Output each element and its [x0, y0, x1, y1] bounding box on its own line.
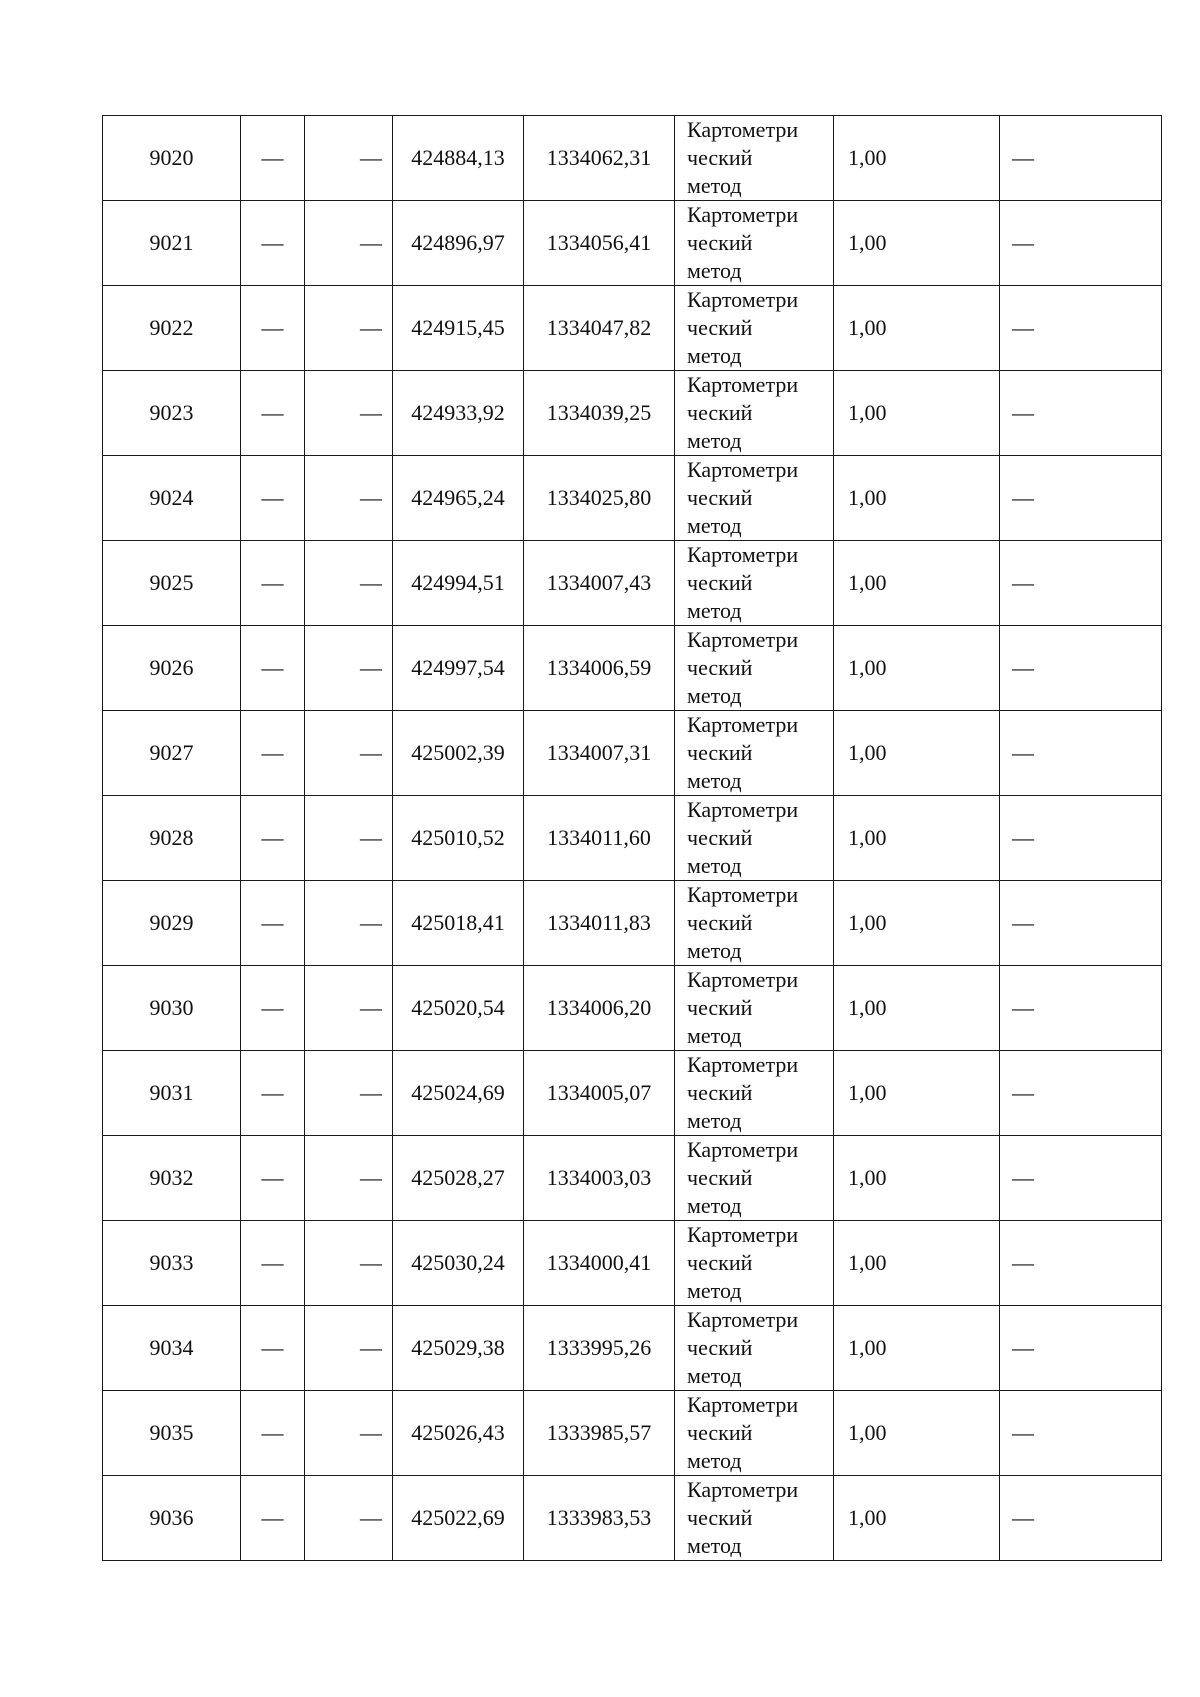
table-row	[103, 1051, 1162, 1136]
method-text-line: ческий	[687, 1335, 753, 1360]
table-row	[103, 371, 1162, 456]
dash-cell: —	[1000, 1306, 1162, 1391]
x-coordinate-cell: 424884,13	[393, 116, 524, 201]
dash-cell: —	[1000, 286, 1162, 371]
point-number-cell: 9025	[103, 541, 241, 626]
dash-cell: —	[305, 1136, 393, 1221]
point-number-cell: 9026	[103, 626, 241, 711]
method-text-line: Картометри	[687, 287, 799, 312]
dash-cell: —	[1000, 371, 1162, 456]
point-number-cell: 9023	[103, 371, 241, 456]
y-coordinate-cell: 1334047,82	[524, 286, 675, 371]
y-coordinate-cell: 1334039,25	[524, 371, 675, 456]
table-row	[103, 966, 1162, 1051]
y-coordinate-cell: 1334007,31	[524, 711, 675, 796]
method-text-line: метод	[687, 938, 742, 963]
point-number-cell: 9027	[103, 711, 241, 796]
x-coordinate-cell: 425026,43	[393, 1391, 524, 1476]
method-cell	[675, 1221, 834, 1306]
dash-cell: —	[241, 796, 305, 881]
x-coordinate-cell: 424994,51	[393, 541, 524, 626]
method-cell	[675, 966, 834, 1051]
table-row	[103, 541, 1162, 626]
method-text-line: метод	[687, 1363, 742, 1388]
method-text-line: ческий	[687, 910, 753, 935]
accuracy-cell: 1,00	[834, 626, 1000, 711]
method-text-line: ческий	[687, 995, 753, 1020]
table-row	[103, 1391, 1162, 1476]
dash-cell: —	[241, 456, 305, 541]
table-row	[103, 286, 1162, 371]
dash-cell: —	[1000, 116, 1162, 201]
method-text-line: ческий	[687, 1250, 753, 1275]
y-coordinate-cell: 1334006,59	[524, 626, 675, 711]
dash-cell: —	[241, 1051, 305, 1136]
method-text-line: Картометри	[687, 1307, 799, 1332]
method-text-line: Картометри	[687, 882, 799, 907]
dash-cell: —	[1000, 1221, 1162, 1306]
dash-cell: —	[305, 116, 393, 201]
dash-cell: —	[305, 966, 393, 1051]
dash-cell: —	[1000, 1476, 1162, 1561]
method-cell	[675, 881, 834, 966]
dash-cell: —	[1000, 201, 1162, 286]
point-number-cell: 9020	[103, 116, 241, 201]
dash-cell: —	[241, 711, 305, 796]
x-coordinate-cell: 424915,45	[393, 286, 524, 371]
method-text-line: ческий	[687, 655, 753, 680]
y-coordinate-cell: 1334006,20	[524, 966, 675, 1051]
table-row	[103, 1136, 1162, 1221]
dash-cell: —	[1000, 796, 1162, 881]
dash-cell: —	[241, 966, 305, 1051]
y-coordinate-cell: 1334005,07	[524, 1051, 675, 1136]
method-cell	[675, 796, 834, 881]
method-text-line: ческий	[687, 400, 753, 425]
dash-cell: —	[241, 1306, 305, 1391]
dash-cell: —	[241, 1221, 305, 1306]
accuracy-cell: 1,00	[834, 541, 1000, 626]
dash-cell: —	[241, 881, 305, 966]
dash-cell: —	[305, 711, 393, 796]
x-coordinate-cell: 425010,52	[393, 796, 524, 881]
x-coordinate-cell: 425028,27	[393, 1136, 524, 1221]
accuracy-cell: 1,00	[834, 711, 1000, 796]
x-coordinate-cell: 424997,54	[393, 626, 524, 711]
dash-cell: —	[241, 1391, 305, 1476]
dash-cell: —	[305, 1476, 393, 1561]
y-coordinate-cell: 1334062,31	[524, 116, 675, 201]
y-coordinate-cell: 1334011,83	[524, 881, 675, 966]
accuracy-cell: 1,00	[834, 1306, 1000, 1391]
dash-cell: —	[1000, 1051, 1162, 1136]
point-number-cell: 9030	[103, 966, 241, 1051]
dash-cell: —	[241, 626, 305, 711]
accuracy-cell: 1,00	[834, 796, 1000, 881]
point-number-cell: 9032	[103, 1136, 241, 1221]
y-coordinate-cell: 1334003,03	[524, 1136, 675, 1221]
method-text-line: Картометри	[687, 1052, 799, 1077]
method-text-line: метод	[687, 1448, 742, 1473]
accuracy-cell: 1,00	[834, 201, 1000, 286]
y-coordinate-cell: 1333983,53	[524, 1476, 675, 1561]
dash-cell: —	[305, 1391, 393, 1476]
dash-cell: —	[305, 201, 393, 286]
method-text-line: ческий	[687, 145, 753, 170]
method-text-line: метод	[687, 513, 742, 538]
table-row	[103, 116, 1162, 201]
accuracy-cell: 1,00	[834, 1136, 1000, 1221]
method-text-line: ческий	[687, 485, 753, 510]
method-text-line: ческий	[687, 740, 753, 765]
method-text-line: ческий	[687, 315, 753, 340]
dash-cell: —	[241, 371, 305, 456]
method-cell	[675, 1476, 834, 1561]
x-coordinate-cell: 425020,54	[393, 966, 524, 1051]
y-coordinate-cell: 1333995,26	[524, 1306, 675, 1391]
method-text-line: метод	[687, 853, 742, 878]
method-text-line: метод	[687, 1023, 742, 1048]
accuracy-cell: 1,00	[834, 456, 1000, 541]
accuracy-cell: 1,00	[834, 881, 1000, 966]
method-text-line: метод	[687, 1193, 742, 1218]
accuracy-cell: 1,00	[834, 966, 1000, 1051]
method-text-line: Картометри	[687, 627, 799, 652]
y-coordinate-cell: 1334056,41	[524, 201, 675, 286]
method-cell	[675, 286, 834, 371]
dash-cell: —	[305, 881, 393, 966]
table-row	[103, 711, 1162, 796]
point-number-cell: 9028	[103, 796, 241, 881]
x-coordinate-cell: 425024,69	[393, 1051, 524, 1136]
y-coordinate-cell: 1334007,43	[524, 541, 675, 626]
point-number-cell: 9021	[103, 201, 241, 286]
x-coordinate-cell: 424896,97	[393, 201, 524, 286]
method-text-line: Картометри	[687, 712, 799, 737]
method-text-line: метод	[687, 173, 742, 198]
dash-cell: —	[305, 796, 393, 881]
method-text-line: метод	[687, 1278, 742, 1303]
method-text-line: ческий	[687, 825, 753, 850]
x-coordinate-cell: 425002,39	[393, 711, 524, 796]
x-coordinate-cell: 425029,38	[393, 1306, 524, 1391]
dash-cell: —	[305, 286, 393, 371]
method-cell	[675, 1391, 834, 1476]
y-coordinate-cell: 1333985,57	[524, 1391, 675, 1476]
method-text-line: ческий	[687, 1505, 753, 1530]
point-number-cell: 9033	[103, 1221, 241, 1306]
dash-cell: —	[1000, 541, 1162, 626]
dash-cell: —	[241, 201, 305, 286]
y-coordinate-cell: 1334011,60	[524, 796, 675, 881]
point-number-cell: 9024	[103, 456, 241, 541]
dash-cell: —	[1000, 711, 1162, 796]
method-cell	[675, 1136, 834, 1221]
dash-cell: —	[1000, 456, 1162, 541]
table-row	[103, 881, 1162, 966]
method-text-line: Картометри	[687, 967, 799, 992]
dash-cell: —	[241, 1476, 305, 1561]
method-text-line: Картометри	[687, 1477, 799, 1502]
dash-cell: —	[305, 541, 393, 626]
accuracy-cell: 1,00	[834, 1221, 1000, 1306]
point-number-cell: 9029	[103, 881, 241, 966]
method-cell	[675, 1306, 834, 1391]
dash-cell: —	[1000, 881, 1162, 966]
method-text-line: Картометри	[687, 797, 799, 822]
dash-cell: —	[305, 371, 393, 456]
x-coordinate-cell: 424933,92	[393, 371, 524, 456]
method-cell	[675, 1051, 834, 1136]
table-row	[103, 1221, 1162, 1306]
coordinates-table	[102, 115, 1162, 1561]
method-cell	[675, 201, 834, 286]
method-text-line: метод	[687, 1533, 742, 1558]
x-coordinate-cell: 425030,24	[393, 1221, 524, 1306]
method-text-line: Картометри	[687, 1137, 799, 1162]
dash-cell: —	[241, 1136, 305, 1221]
method-cell	[675, 371, 834, 456]
table-row	[103, 796, 1162, 881]
dash-cell: —	[241, 116, 305, 201]
x-coordinate-cell: 425018,41	[393, 881, 524, 966]
point-number-cell: 9034	[103, 1306, 241, 1391]
method-text-line: метод	[687, 598, 742, 623]
point-number-cell: 9035	[103, 1391, 241, 1476]
method-text-line: метод	[687, 768, 742, 793]
method-text-line: метод	[687, 1108, 742, 1133]
method-text-line: Картометри	[687, 457, 799, 482]
dash-cell: —	[305, 1306, 393, 1391]
method-text-line: метод	[687, 343, 742, 368]
accuracy-cell: 1,00	[834, 286, 1000, 371]
method-text-line: Картометри	[687, 202, 799, 227]
accuracy-cell: 1,00	[834, 1051, 1000, 1136]
table-row	[103, 201, 1162, 286]
point-number-cell: 9036	[103, 1476, 241, 1561]
accuracy-cell: 1,00	[834, 1391, 1000, 1476]
accuracy-cell: 1,00	[834, 116, 1000, 201]
y-coordinate-cell: 1334025,80	[524, 456, 675, 541]
point-number-cell: 9022	[103, 286, 241, 371]
dash-cell: —	[241, 541, 305, 626]
table-row	[103, 1476, 1162, 1561]
method-text-line: метод	[687, 683, 742, 708]
dash-cell: —	[305, 1221, 393, 1306]
method-text-line: ческий	[687, 1420, 753, 1445]
dash-cell: —	[305, 456, 393, 541]
dash-cell: —	[305, 1051, 393, 1136]
method-text-line: Картометри	[687, 542, 799, 567]
point-number-cell: 9031	[103, 1051, 241, 1136]
method-text-line: ческий	[687, 1080, 753, 1105]
dash-cell: —	[1000, 626, 1162, 711]
table-row	[103, 1306, 1162, 1391]
x-coordinate-cell: 424965,24	[393, 456, 524, 541]
method-cell	[675, 116, 834, 201]
method-text-line: Картометри	[687, 372, 799, 397]
table-body	[103, 116, 1162, 1561]
x-coordinate-cell: 425022,69	[393, 1476, 524, 1561]
table-row	[103, 456, 1162, 541]
table-row	[103, 626, 1162, 711]
accuracy-cell: 1,00	[834, 371, 1000, 456]
method-cell	[675, 541, 834, 626]
method-text-line: ческий	[687, 570, 753, 595]
method-text-line: Картометри	[687, 1392, 799, 1417]
method-text-line: ческий	[687, 1165, 753, 1190]
y-coordinate-cell: 1334000,41	[524, 1221, 675, 1306]
dash-cell: —	[1000, 1391, 1162, 1476]
method-text-line: ческий	[687, 230, 753, 255]
method-cell	[675, 626, 834, 711]
dash-cell: —	[305, 626, 393, 711]
dash-cell: —	[1000, 966, 1162, 1051]
method-text-line: метод	[687, 258, 742, 283]
method-text-line: метод	[687, 428, 742, 453]
dash-cell: —	[241, 286, 305, 371]
method-text-line: Картометри	[687, 117, 799, 142]
dash-cell: —	[1000, 1136, 1162, 1221]
accuracy-cell: 1,00	[834, 1476, 1000, 1561]
method-text-line: Картометри	[687, 1222, 799, 1247]
method-cell	[675, 711, 834, 796]
method-cell	[675, 456, 834, 541]
